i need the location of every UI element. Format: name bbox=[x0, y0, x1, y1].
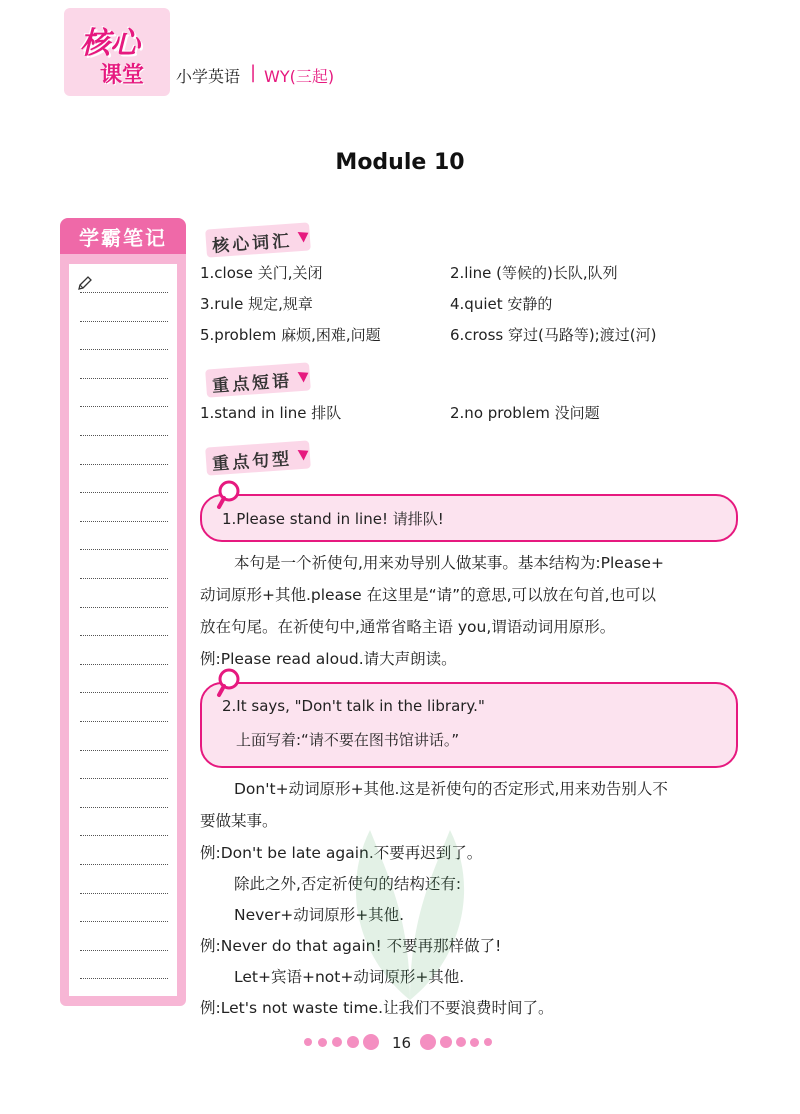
sentence-1: 1.Please stand in line! 请排队! bbox=[222, 510, 444, 528]
note-line bbox=[80, 778, 168, 779]
explanation-line: 动词原形+其他.please 在这里是“请”的意思,可以放在句首,也可以 bbox=[200, 586, 657, 604]
note-line bbox=[80, 692, 168, 693]
note-line bbox=[80, 893, 168, 894]
vocab-label: 核心词汇 bbox=[211, 231, 293, 257]
example-line: 例:Never do that again! 不要再那样做了! bbox=[200, 937, 502, 955]
note-line bbox=[80, 721, 168, 722]
note-line bbox=[80, 664, 168, 665]
vocab-item: 3.rule 规定,规章 bbox=[200, 295, 313, 313]
note-line bbox=[80, 635, 168, 636]
footer-dot bbox=[304, 1038, 312, 1046]
note-line bbox=[80, 521, 168, 522]
explanation-line: 放在句尾。在祈使句中,通常省略主语 you,谓语动词用原形。 bbox=[200, 618, 616, 636]
phrases-label: 重点短语 bbox=[211, 371, 293, 397]
footer-dot bbox=[440, 1036, 452, 1048]
note-line bbox=[80, 406, 168, 407]
footer-dot bbox=[363, 1034, 379, 1050]
note-line bbox=[80, 807, 168, 808]
note-line bbox=[80, 950, 168, 951]
note-line bbox=[80, 349, 168, 350]
notes-paper bbox=[69, 264, 177, 996]
phrase-item: 1.stand in line 排队 bbox=[200, 404, 342, 422]
note-line bbox=[80, 978, 168, 979]
pencil-icon bbox=[76, 274, 94, 292]
note-line bbox=[80, 492, 168, 493]
vocab-item: 5.problem 麻烦,困难,问题 bbox=[200, 326, 381, 344]
footer-dot bbox=[347, 1036, 359, 1048]
footer-dot bbox=[456, 1037, 466, 1047]
sentences-label: 重点句型 bbox=[211, 449, 293, 475]
vocab-item: 1.close 关门,关闭 bbox=[200, 264, 323, 282]
vocab-item: 4.quiet 安静的 bbox=[450, 295, 553, 313]
note-line bbox=[80, 549, 168, 550]
sentence-box-2 bbox=[200, 682, 738, 768]
footer-dot bbox=[420, 1034, 436, 1050]
module-title: Module 10 bbox=[335, 150, 465, 175]
vocab-item: 6.cross 穿过(马路等);渡过(河) bbox=[450, 326, 657, 344]
note-line bbox=[80, 292, 168, 293]
footer-dot bbox=[470, 1038, 479, 1047]
subject-label: 小学英语 bbox=[176, 67, 241, 86]
note-line bbox=[80, 864, 168, 865]
explanation-line: Don't+动词原形+其他.这是祈使句的否定形式,用来劝告别人不 bbox=[234, 780, 668, 798]
logo-text-main: 核心 bbox=[80, 26, 140, 61]
page-number: 16 bbox=[392, 1034, 412, 1052]
vocab-item: 2.line (等候的)长队,队列 bbox=[450, 264, 618, 282]
example-line: 例:Please read aloud.请大声朗读。 bbox=[200, 650, 457, 668]
footer-dot bbox=[484, 1038, 492, 1046]
note-line bbox=[80, 378, 168, 379]
magnifier-icon bbox=[216, 668, 244, 698]
header-separator: | bbox=[250, 62, 257, 83]
note-line bbox=[80, 464, 168, 465]
footer-dot bbox=[318, 1038, 327, 1047]
sentence-2: 2.It says, "Don't talk in the library." bbox=[222, 697, 485, 715]
explanation-line: 本句是一个祈使句,用来劝导别人做某事。基本结构为:Please+ bbox=[234, 554, 664, 572]
note-line bbox=[80, 750, 168, 751]
structure-line: Let+宾语+not+动词原形+其他. bbox=[234, 968, 465, 986]
sentence-2-translation: 上面写着:“请不要在图书馆讲话。” bbox=[236, 731, 460, 749]
explanation-line: 要做某事。 bbox=[200, 812, 278, 830]
note-line bbox=[80, 435, 168, 436]
footer-dot bbox=[332, 1037, 342, 1047]
grade-label: WY(三起) bbox=[264, 67, 335, 86]
note-line bbox=[80, 607, 168, 608]
note-line bbox=[80, 578, 168, 579]
logo-text-sub: 课堂 bbox=[100, 63, 145, 88]
notes-title: 学霸笔记 bbox=[79, 226, 167, 250]
note-line bbox=[80, 321, 168, 322]
phrase-item: 2.no problem 没问题 bbox=[450, 404, 600, 422]
explanation-line: 除此之外,否定祈使句的结构还有: bbox=[234, 875, 462, 893]
note-line bbox=[80, 921, 168, 922]
watermark-leaf-icon bbox=[300, 800, 520, 1020]
magnifier-icon bbox=[216, 480, 244, 510]
structure-line: Never+动词原形+其他. bbox=[234, 906, 405, 924]
example-line: 例:Don't be late again.不要再迟到了。 bbox=[200, 844, 483, 862]
note-line bbox=[80, 835, 168, 836]
example-line: 例:Let's not waste time.让我们不要浪费时间了。 bbox=[200, 999, 554, 1017]
